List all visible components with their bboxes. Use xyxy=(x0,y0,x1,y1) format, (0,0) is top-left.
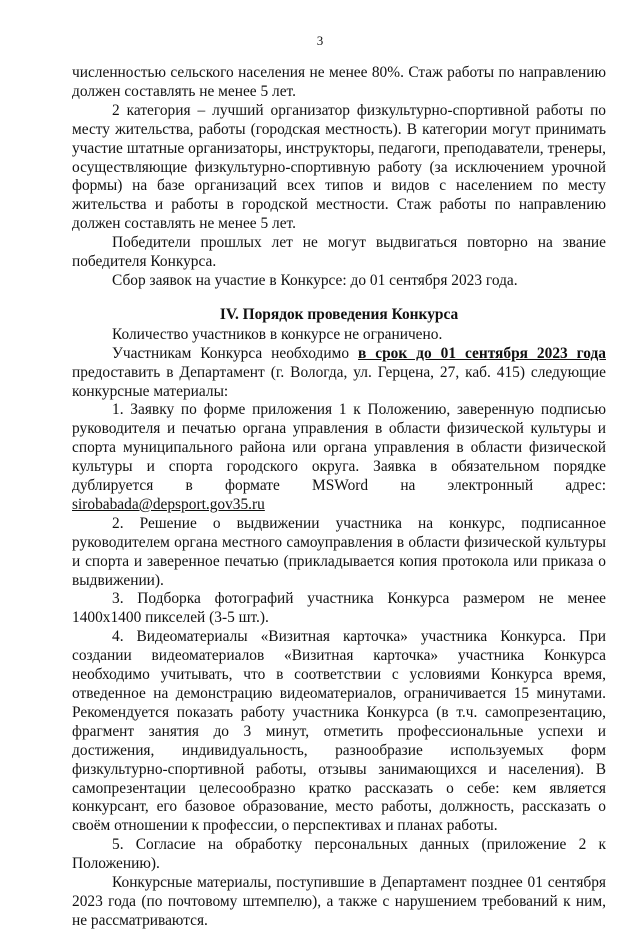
materials-intro-start: Участникам Конкурса необходимо xyxy=(112,344,358,362)
list-item-photos: 3. Подборка фотографий участника Конкурса размером не менее 1400х1400 пикселей (3-5 шт.). xyxy=(72,590,606,627)
paragraph-application-deadline: Сбор заявок на участие в Конкурсе: до 01 сентября 2023 года. xyxy=(112,271,518,289)
paragraph-category-2: 2 категория – лучший организатор физкультурно-спортивной работы по месту жительства, работы (городская местность). В категории могут принимать участие штатные организаторы, инструкторы, педагоги, преподаватели, тренеры, осуществляющие физкультурно-спортивную работу (за исключением урочной формы) на базе организаций всех типов и видов с населением по месту жительства и работы в городской местности. Стаж работы по направлению должен составлять не менее 5 лет. xyxy=(72,101,606,233)
list-item-nomination-decision: 2. Решение о выдвижении участника на конкурс, подписанное руководителем органа местного самоуправления в области физической культуры и спорта и заверенное печатью (прикладывается копия протокола или приказа о выдвижении). xyxy=(72,514,606,589)
email-link[interactable]: sirobabada@depsport.gov35.ru xyxy=(72,495,265,513)
paragraph-population-requirement: численностью сельского населения не менее 80%. Стаж работы по направлению должен составлять не менее 5 лет. xyxy=(72,64,606,100)
paragraph-late-submissions: Конкурсные материалы, поступившие в Департамент позднее 01 сентября 2023 года (по почтовому штемпелю), а также с нарушением требований к ним, не рассматриваются. xyxy=(72,874,606,929)
application-form-text: 1. Заявку по форме приложения 1 к Положению, заверенную подписью руководителя и печатью органа управления в области физической культуры и спорта муниципального района или органа управления в области физической культуры и спорта городского округа. Заявка в обязательном порядке дублируется в формате MSWord на электронный адрес: xyxy=(72,401,606,495)
paragraph-materials-intro xyxy=(72,345,606,402)
paragraph-participant-count: Количество участников в конкурсе не ограничено. xyxy=(112,325,443,343)
materials-deadline: в срок до 01 сентября 2023 года xyxy=(358,344,607,362)
list-item-application-form xyxy=(72,401,606,514)
list-item-personal-data-consent: 5. Согласие на обработку персональных данных (приложение 2 к Положению). xyxy=(72,836,606,873)
page-number: 3 xyxy=(316,33,324,48)
section-heading: IV. Порядок проведения Конкурса xyxy=(219,305,459,323)
materials-intro-end: предоставить в Департамент (г. Вологда, ул. Герцена, 27, каб. 415) следующие конкурсные материалы: xyxy=(72,363,606,400)
list-item-video-materials: 4. Видеоматериалы «Визитная карточка» участника Конкурса. При создании видеоматериалов «Визитная карточка» участника Конкурса необходимо учитывать, что в соответствии с условиями Конкурса время, отведенное на демонстрацию видеоматериалов, ограничивается 15 минутами. Рекомендуется показать работу участника Конкурса (в т.ч. самопрезентацию, фрагмент занятия до 3 минут, отметить профессиональные успехи и достижения, индивидуальность, разнообразие используемых форм физкультурно-спортивной работы, отзывы занимающихся и населения). В самопрезентации целесообразно кратко рассказать о себе: кем является конкурсант, его базовое образование, место работы, должность, рассказать о своём отношении к профессии, о перспективах и планах работы. xyxy=(72,628,606,835)
paragraph-past-winners: Победители прошлых лет не могут выдвигаться повторно на звание победителя Конкурса. xyxy=(72,234,606,271)
document-body xyxy=(72,64,606,931)
